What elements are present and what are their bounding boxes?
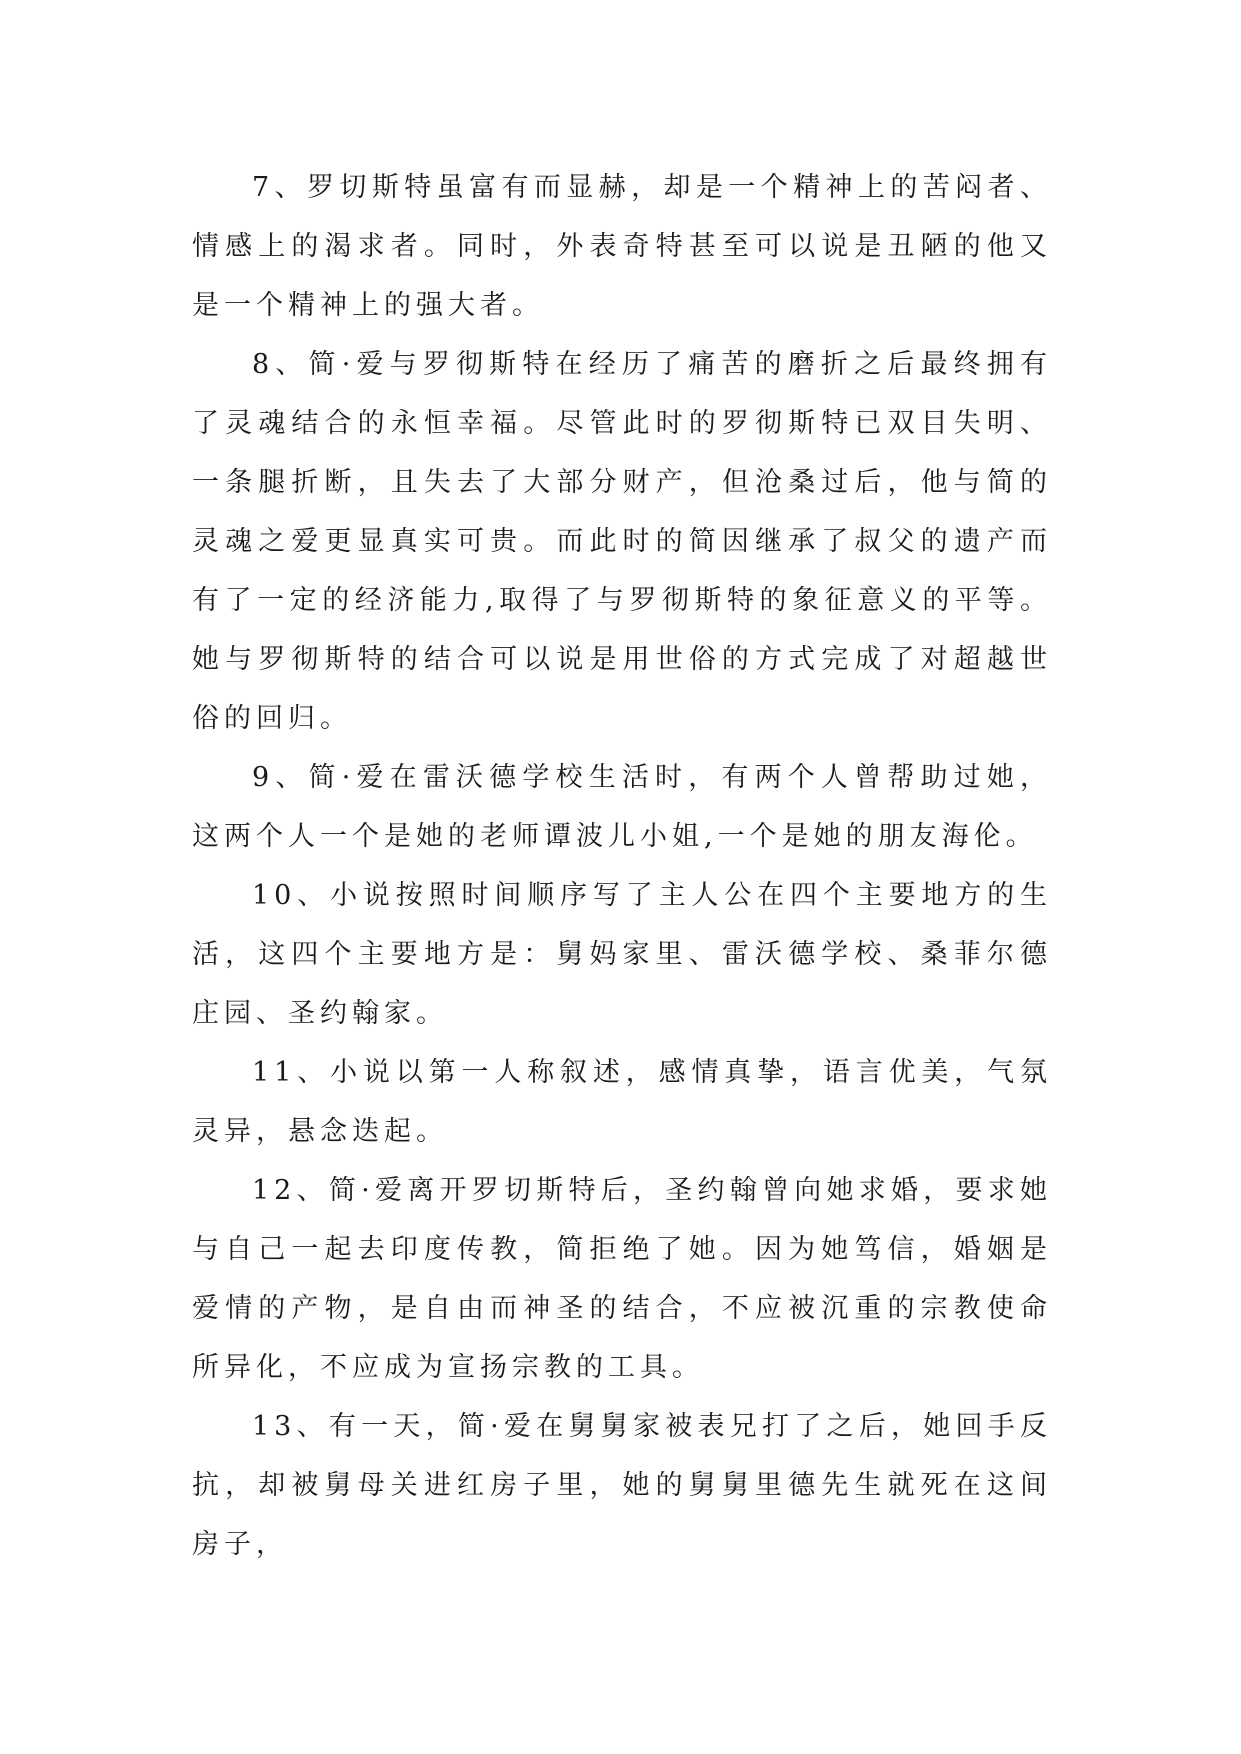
paragraph-9: 9、简·爱在雷沃德学校生活时，有两个人曾帮助过她，这两个人一个是她的老师谭波儿小姐,一个是她的朋友海伦。 — [192, 762, 1052, 852]
paragraph-10: 10、小说按照时间顺序写了主人公在四个主要地方的生活，这四个主要地方是：舅妈家里、雷沃德学校、桑菲尔德庄园、圣约翰家。 — [192, 880, 1052, 1029]
paragraph-12: 12、简·爱离开罗切斯特后，圣约翰曾向她求婚，要求她与自己一起去印度传教，简拒绝了她。因为她笃信，婚姻是爱情的产物，是自由而神圣的结合，不应被沉重的宗教使命所异化，不应成为宣扬宗教的工具。 — [192, 1175, 1052, 1383]
document-body — [192, 158, 1052, 1574]
paragraph-11: 11、小说以第一人称叙述，感情真挚，语言优美，气氛灵异，悬念迭起。 — [192, 1057, 1052, 1147]
paragraph-13: 13、有一天，简·爱在舅舅家被表兄打了之后，她回手反抗，却被舅母关进红房子里，她的舅舅里德先生就死在这间房子， — [192, 1411, 1052, 1560]
paragraph-8: 8、简·爱与罗彻斯特在经历了痛苦的磨折之后最终拥有了灵魂结合的永恒幸福。尽管此时的罗彻斯特已双目失明、一条腿折断，且失去了大部分财产，但沧桑过后，他与简的灵魂之爱更显真实可贵。而此时的简因继承了叔父的遗产而有了一定的经济能力,取得了与罗彻斯特的象征意义的平等。她与罗彻斯特的结合可以说是用世俗的方式完成了对超越世俗的回归。 — [192, 349, 1052, 734]
paragraph-7: 7、罗切斯特虽富有而显赫，却是一个精神上的苦闷者、情感上的渴求者。同时，外表奇特甚至可以说是丑陋的他又是一个精神上的强大者。 — [192, 172, 1052, 321]
